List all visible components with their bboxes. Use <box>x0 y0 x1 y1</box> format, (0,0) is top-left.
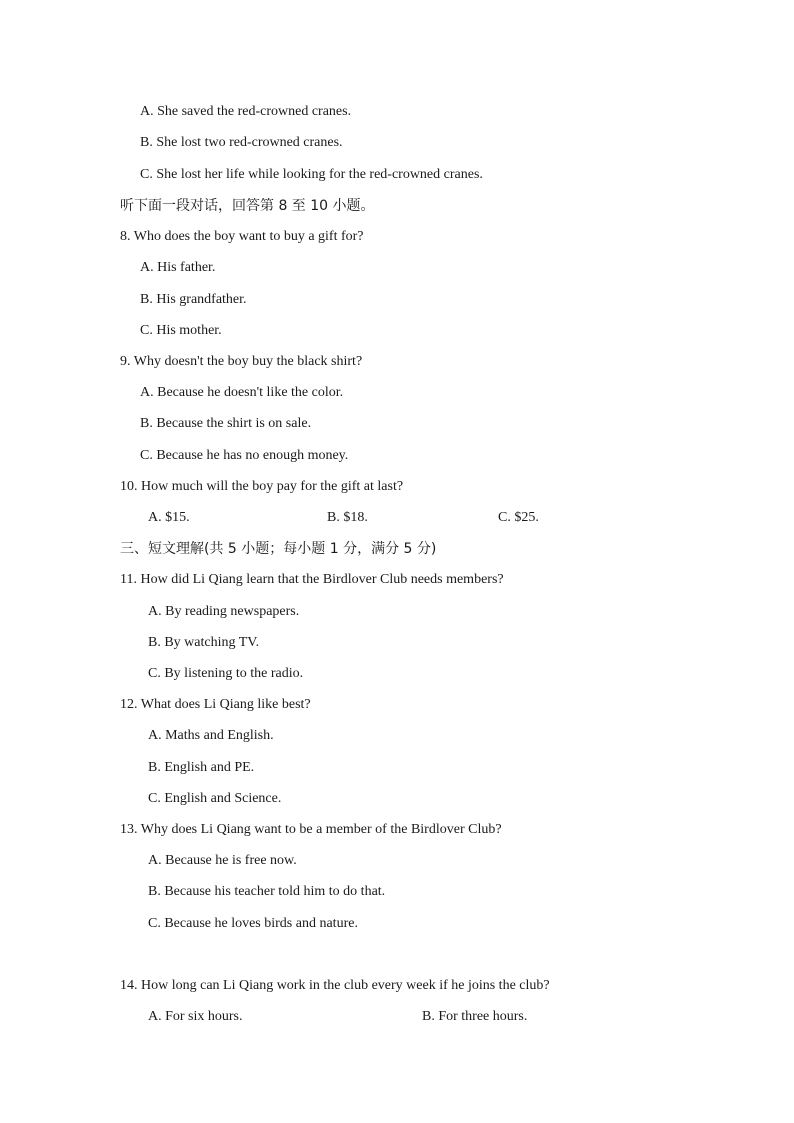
option-b: B. She lost two red-crowned cranes. <box>140 135 343 150</box>
q14-option-a: A. For six hours. <box>148 1009 243 1024</box>
question-14: 14. How long can Li Qiang work in the club every week if he joins the club? <box>120 978 550 993</box>
q10-option-c: C. $25. <box>498 510 539 525</box>
q14-option-b: B. For three hours. <box>422 1009 528 1024</box>
q11-option-a: A. By reading newspapers. <box>148 604 300 619</box>
question-9: 9. Why doesn't the boy buy the black shirt? <box>120 354 363 369</box>
q12-option-c: C. English and Science. <box>148 791 282 806</box>
q11-option-c: C. By listening to the radio. <box>148 666 304 681</box>
question-11: 11. How did Li Qiang learn that the Birdlover Club needs members? <box>120 572 504 587</box>
option-a: A. She saved the red-crowned cranes. <box>140 104 352 119</box>
q8-option-a: A. His father. <box>140 260 216 275</box>
question-12: 12. What does Li Qiang like best? <box>120 697 311 712</box>
q11-option-b: B. By watching TV. <box>148 635 260 650</box>
q9-option-a: A. Because he doesn't like the color. <box>140 385 344 400</box>
q12-option-b: B. English and PE. <box>148 760 255 775</box>
q9-option-b: B. Because the shirt is on sale. <box>140 416 312 431</box>
question-10: 10. How much will the boy pay for the gift at last? <box>120 479 404 494</box>
option-c: C. She lost her life while looking for the red-crowned cranes. <box>140 167 483 182</box>
q8-option-c: C. His mother. <box>140 323 222 338</box>
reading-section-heading: 三、短文理解(共 5 小题；每小题 1 分，满分 5 分) <box>120 541 437 557</box>
q9-option-c: C. Because he has no enough money. <box>140 448 349 463</box>
q8-option-b: B. His grandfather. <box>140 292 247 307</box>
q10-option-a: A. $15. <box>148 510 190 525</box>
q13-option-b: B. Because his teacher told him to do that. <box>148 884 386 899</box>
q10-option-b: B. $18. <box>327 510 368 525</box>
dialogue-instruction: 听下面一段对话，回答第 8 至 10 小题。 <box>120 198 375 214</box>
q12-option-a: A. Maths and English. <box>148 728 274 743</box>
question-13: 13. Why does Li Qiang want to be a member of the Birdlover Club? <box>120 822 502 837</box>
question-8: 8. Who does the boy want to buy a gift for? <box>120 229 364 244</box>
q13-option-c: C. Because he loves birds and nature. <box>148 916 358 931</box>
q13-option-a: A. Because he is free now. <box>148 853 297 868</box>
